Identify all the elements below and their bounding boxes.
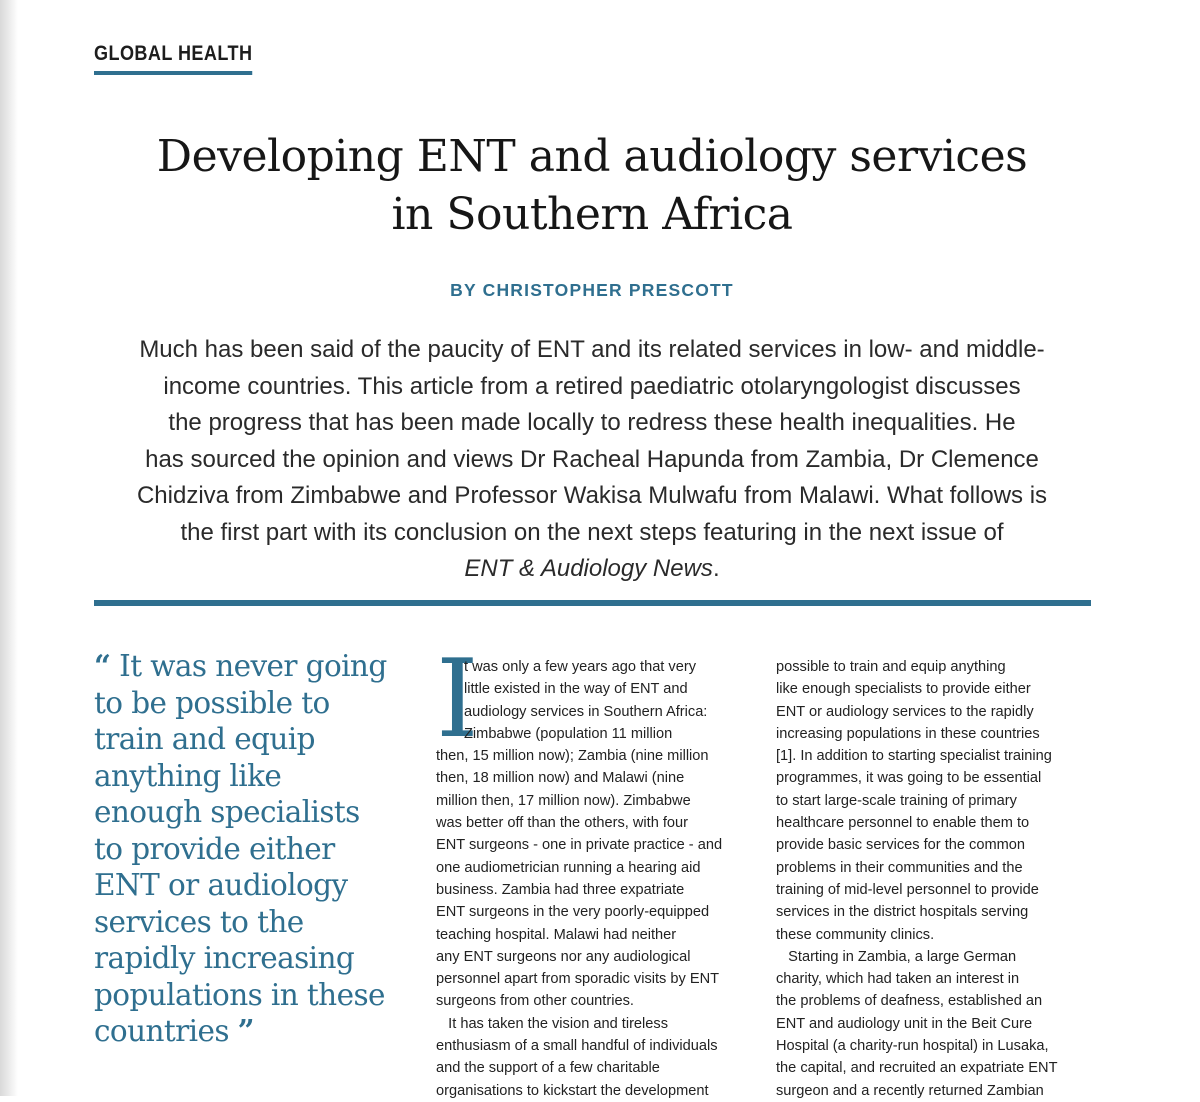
page-edge-shadow [0, 0, 18, 1096]
body-line: charity, which had taken an interest in [776, 971, 1020, 988]
body-line: these community clinics. [776, 926, 935, 943]
pull-quote-line: services to the [94, 904, 304, 939]
drop-cap: I [436, 637, 479, 762]
byline: BY CHRISTOPHER PRESCOTT [450, 280, 734, 300]
body-line: possible to train and equip anything [776, 659, 1006, 675]
body-line: ENT and audiology unit in the Beit Cure [776, 1015, 1033, 1032]
standfirst-line: Chidziva from Zimbabwe and Professor Wakisa Mulwafu from Malawi. What follows is [136, 482, 1048, 509]
body-line: ENT surgeons - one in private practice - and [436, 837, 723, 854]
body-line: was better off than the others, with four [436, 815, 689, 832]
pull-quote-line: rapidly increasing [94, 941, 355, 975]
pull-quote-line: train and equip [94, 722, 315, 756]
section-divider [94, 600, 1091, 606]
body-line: to start large-scale training of primary [776, 792, 1017, 809]
pull-quote-line: to provide either [94, 831, 335, 866]
body-line: like enough specialists to provide either [776, 681, 1031, 698]
pull-quote-line [94, 648, 394, 685]
open-quote-mark: “ [94, 648, 111, 683]
body-column-right [776, 656, 1094, 1102]
pull-quote-text: countries [94, 1014, 229, 1048]
pull-quote-line: to be possible to [94, 685, 330, 720]
title-line-2: in Southern Africa [391, 189, 793, 240]
body-line: Zimbabwe (population 11 million [464, 725, 673, 742]
pull-quote-line: ENT or audiology [94, 868, 348, 902]
body-line: then, 15 million now); Zambia (nine million [436, 748, 709, 765]
body-line: increasing populations in these countries [776, 725, 1040, 742]
body-line: enthusiasm of a small handful of individuals [436, 1038, 718, 1055]
title-line-1: Developing ENT and audiology services [156, 131, 1028, 182]
body-line: services in the district hospitals serving [776, 904, 1029, 921]
body-line: teaching hospital. Malawi had neither [436, 926, 677, 943]
body-line: the capital, and recruited an expatriate ENT [776, 1060, 1058, 1077]
body-line: Starting in Zambia, a large German [776, 948, 1017, 965]
body-line: Hospital (a charity-run hospital) in Lusaka, [776, 1038, 1049, 1055]
body-line: business. Zambia had three expatriate [436, 881, 685, 898]
article-title [60, 128, 1124, 244]
body-line: one audiometrician running a hearing aid [436, 859, 701, 876]
publication-name: ENT & Audiology News [464, 555, 713, 582]
body-line: provide basic services for the common [776, 837, 1026, 854]
pull-quote [94, 648, 394, 1050]
standfirst-line: income countries. This article from a retired paediatric otolaryngologist discusses [163, 372, 1021, 400]
close-quote-mark: ” [237, 1013, 255, 1048]
body-line: any ENT surgeons nor any audiological [436, 948, 691, 965]
body-line: [1]. In addition to starting specialist training [776, 748, 1052, 765]
body-line: then, 18 million now) and Malawi (nine [436, 770, 685, 787]
body-line: surgeon and a recently returned Zambian [776, 1082, 1044, 1099]
standfirst-last-line [90, 551, 1094, 588]
body-line: problems in their communities and the [776, 859, 1023, 876]
body-line: ENT or audiology services to the rapidly [776, 703, 1034, 720]
body-line: ENT surgeons in the very poorly-equipped [436, 904, 710, 921]
pull-quote-line: anything like [94, 758, 282, 793]
standfirst-line: has sourced the opinion and views Dr Racheal Hapunda from Zambia, Dr Clemence [145, 445, 1039, 473]
body-line: It has taken the vision and tireless [436, 1015, 669, 1032]
pull-quote-text: It was never going [119, 649, 387, 683]
section-label: GLOBAL HEALTH [94, 42, 252, 75]
body-line: the problems of deafness, established an [776, 993, 1043, 1010]
pull-quote-line [94, 1013, 394, 1050]
standfirst-line: the progress that has been made locally to redress these health inequalities. He [168, 409, 1016, 436]
body-line: personnel apart from sporadic visits by ENT [436, 971, 720, 988]
standfirst [90, 332, 1094, 588]
standfirst-line: the first part with its conclusion on the next steps featuring in the next issue of [180, 518, 1004, 546]
body-line: million then, 17 million now). Zimbabwe [436, 792, 691, 809]
body-line: t was only a few years ago that very [464, 659, 696, 675]
body-line: audiology services in Southern Africa: [464, 703, 708, 720]
body-line: surgeons from other countries. [436, 993, 634, 1010]
standfirst-end-punct: . [712, 555, 720, 582]
body-line: healthcare personnel to enable them to [776, 815, 1030, 832]
body-column-middle [436, 656, 754, 1102]
body-line: and the support of a few charitable [436, 1060, 660, 1077]
standfirst-line: Much has been said of the paucity of ENT and its related services in low- and middle- [139, 336, 1045, 363]
body-line: little existed in the way of ENT and [464, 681, 688, 698]
body-line: training of mid-level personnel to provide [776, 881, 1039, 898]
body-line: programmes, it was going to be essential [776, 770, 1042, 787]
pull-quote-line: enough specialists [94, 795, 360, 829]
pull-quote-line: populations in these [94, 977, 385, 1012]
body-line: organisations to kickstart the development [436, 1082, 709, 1099]
